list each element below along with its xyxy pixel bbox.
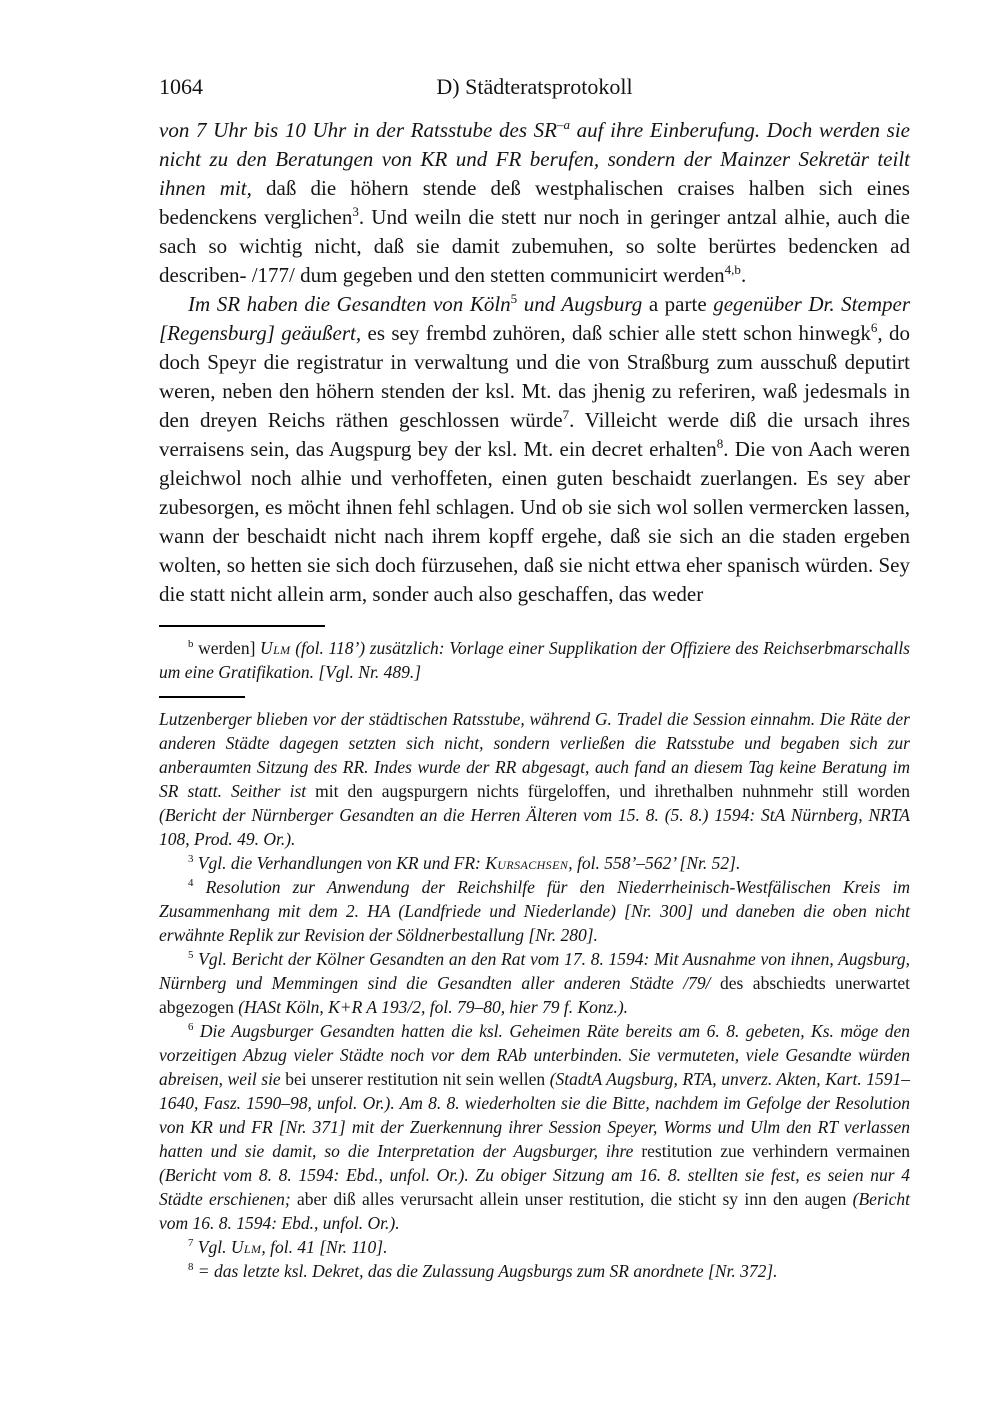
text-segment: Die Augsburger Gesandten hatten die ksl. Geheimen Räte bereits am 6. 8. gebeten, Ks. möge den vorzeitigen Abzug vieler Städte noch vor dem RAb unterbinden. Sie vermuteten, viele Gesandte würden abreisen, weil sie <box>159 1021 910 1089</box>
footnote-8 <box>159 1259 910 1283</box>
text-segment: , do doch Speyr die registratur in verwaltung und die von Straßburg zum ausschuß deputirt weren, neben den höhern stenden der ksl. Mt. das jhenig zu referiren, waß jedesmals in den dreyen Reichs räthen geschlossen würde <box>159 321 911 432</box>
paragraph-main-1 <box>159 116 910 290</box>
text-segment: (Bericht vom 8. 8. 1594: Ebd., unfol. Or.). Zu obiger Sitzung am 16. 8. stellten sie fest, es seien nur 4 Städte erschienen; <box>159 1165 910 1209</box>
text-segment: . Und weiln die stett nur noch in geringer antzal alhie, auch die sach so wichtig nicht, daß sie damit zubemuhen, so solte berürtes bedencken ad describen- /177/ dum gegeben und den stetten communicirt werden <box>159 205 911 287</box>
text-segment: = das letzte ksl. Dekret, das die Zulassung Augsburgs zum SR anordnete [Nr. 372]. <box>193 1261 778 1281</box>
text-segment: 7 <box>562 407 570 422</box>
text-segment: 3 <box>188 853 194 866</box>
text-segment: von 7 Uhr bis 10 Uhr in der Ratsstube des SR <box>159 118 557 142</box>
text-segment: restitution zue verhindern vermainen <box>641 1141 910 1161</box>
text-segment: (HASt Köln, K+R A 193/2, fol. 79–80, hier 79 f. Konz.). <box>238 997 629 1017</box>
text-segment: Ulm <box>260 638 291 658</box>
footnote-continuation <box>159 707 910 851</box>
footnote-6 <box>159 1019 910 1235</box>
text-segment: a parte <box>648 292 714 316</box>
text-segment: (StadtA Augsburg, RTA, unverz. Akten, Kart. 1591–1640, Fasz. 1590–98, unfol. Or.). Am 8. 8. wiederholten sie die Bitte, nachdem im Gefolge der Resolution von KR und FR [Nr. 371] mit der Zuerkennung ihrer Session Speyer, Worms und Ulm den RT verlassen hatten und sie damit, so die Interpretation der Augsburger, ihre <box>159 1069 910 1161</box>
footnote-7 <box>159 1235 910 1259</box>
text-segment: 3 <box>352 204 359 219</box>
text-segment: 5 <box>188 949 194 962</box>
text-segment: . <box>740 263 747 287</box>
footnote-b <box>159 636 910 684</box>
text-segment: –a <box>556 117 570 132</box>
footnote-4 <box>159 875 910 947</box>
text-segment: 4,b <box>724 262 741 277</box>
text-segment: 6 <box>188 1021 194 1034</box>
text-segment: 4 <box>188 877 194 890</box>
text-segment: daß die höhern stende deß westphalischen craises halben sich eines bedenckens verglichen <box>159 176 910 229</box>
paragraph-main-2 <box>159 290 910 609</box>
text-segment: 7 <box>188 1237 194 1250</box>
text-segment: (Bericht vom 16. 8. 1594: Ebd., unfol. Or.). <box>159 1189 910 1233</box>
text-segment: , fol. 41 [Nr. 110]. <box>261 1237 388 1257</box>
text-segment: b <box>188 638 194 651</box>
commentary-separator-rule <box>159 696 245 698</box>
text-segment: Ulm <box>230 1237 262 1257</box>
apparatus-notes <box>159 636 910 684</box>
text-segment: bei unserer restitution nit sein wellen <box>285 1069 550 1089</box>
text-segment: (Bericht der Nürnberger Gesandten an die Herren Älteren vom 15. 8. (5. 8.) 1594: StA Nürnberg, NRTA 108, Prod. 49. Or.). <box>159 805 910 849</box>
text-segment: gegenüber Dr. Stemper [Regensburg] geäußert, <box>159 292 910 345</box>
page-header <box>159 74 910 106</box>
text-segment: Resolution zur Anwendung der Reichshilfe für den Niederrheinisch-Westfälischen Kreis im Zusammenhang mit dem 2. HA (Landfriede und Niederlande) [Nr. 300] und daneben die oben nicht erwähnte Replik zur Revision der Söldnerbestallung [Nr. 280]. <box>159 877 910 945</box>
text-segment: Kursachsen <box>485 853 569 873</box>
footnote-3 <box>159 851 910 875</box>
text-segment: des abschiedts unerwartet abgezogen <box>159 973 910 1017</box>
text-segment: Lutzenberger blieben vor der städtischen Ratsstube, während G. Tradel die Session einnahm. Die Räte der anderen Städte dagegen setzten sich nicht, sondern verließen die Ratsstube und begaben sich zur anberaumten Sitzung des RR. Indes wurde der RR abgesagt, auch fand an diesem Tag keine Beratung im SR statt. Seither ist <box>159 709 910 801</box>
text-segment: werden] <box>193 638 261 658</box>
text-segment: 6 <box>870 320 878 335</box>
text-segment: 8 <box>188 1261 194 1274</box>
text-segment: Vgl. die Verhandlungen von KR und FR: <box>193 853 486 873</box>
text-segment: und Augsburg <box>517 292 649 316</box>
text-segment: Vgl. Bericht der Kölner Gesandten an den Rat vom 17. 8. 1594: Mit Ausnahme von ihnen, Augsburg, Nürnberg und Memmingen sind die Gesandten aller anderen Städte /79/ <box>159 949 910 993</box>
footnote-5 <box>159 947 910 1019</box>
text-segment: , fol. 558’–562’ [Nr. 52]. <box>568 853 741 873</box>
text-segment: . Die von Aach weren gleichwol noch alhie und verhoffeten, einen guten beschaidt zuerlangen. Es sey aber zubesorgen, es möcht ihnen fehl schlagen. Und ob sie sich wol sollen vermercken lassen, wann der beschaidt nicht nach ihrem kopff ergehe, daß sie sich an die staden ergeben wolten, so hetten sie sich doch fürzusehen, daß sie nicht ettwa eher spanisch würden. Sey die statt nicht allein arm, sonder auch also geschaffen, das weder <box>159 437 910 606</box>
commentary-footnotes <box>159 707 910 1283</box>
text-segment: . Villeicht werde diß die ursach ihres verraisens sein, das Augspurg bey der ksl. Mt. ein decret erhalten <box>159 408 910 461</box>
text-segment: aber diß alles verursacht allein unser restitution, die sticht sy inn den augen <box>296 1189 853 1209</box>
text-segment: mit den augspurgern nichts fürgeloffen, und ihrethalben nuhnmehr still worden <box>315 781 910 801</box>
text-segment: 5 <box>510 291 518 306</box>
text-segment: es sey frembd zuhören, daß schier alle stett schon hinwegk <box>367 321 871 345</box>
apparatus-separator-rule <box>159 625 325 627</box>
main-text <box>159 116 910 609</box>
text-segment: Vgl. <box>193 1237 231 1257</box>
text-segment: 8 <box>716 436 724 451</box>
running-title: D) Städteratsprotokoll <box>436 74 633 99</box>
text-segment: (fol. 118’) zusätzlich: Vorlage einer Supplikation der Offiziere des Reichserbmarschalls um eine Gratifikation. [Vgl. Nr. 489.] <box>159 638 910 682</box>
page-number: 1064 <box>159 74 203 99</box>
text-segment: auf ihre Einberufung. Doch werden sie nicht zu den Beratungen von KR und FR berufen, sondern der Mainzer Sekretär teilt ihnen mit, <box>159 118 910 200</box>
text-segment: Im SR haben die Gesandten von Köln <box>188 292 511 316</box>
